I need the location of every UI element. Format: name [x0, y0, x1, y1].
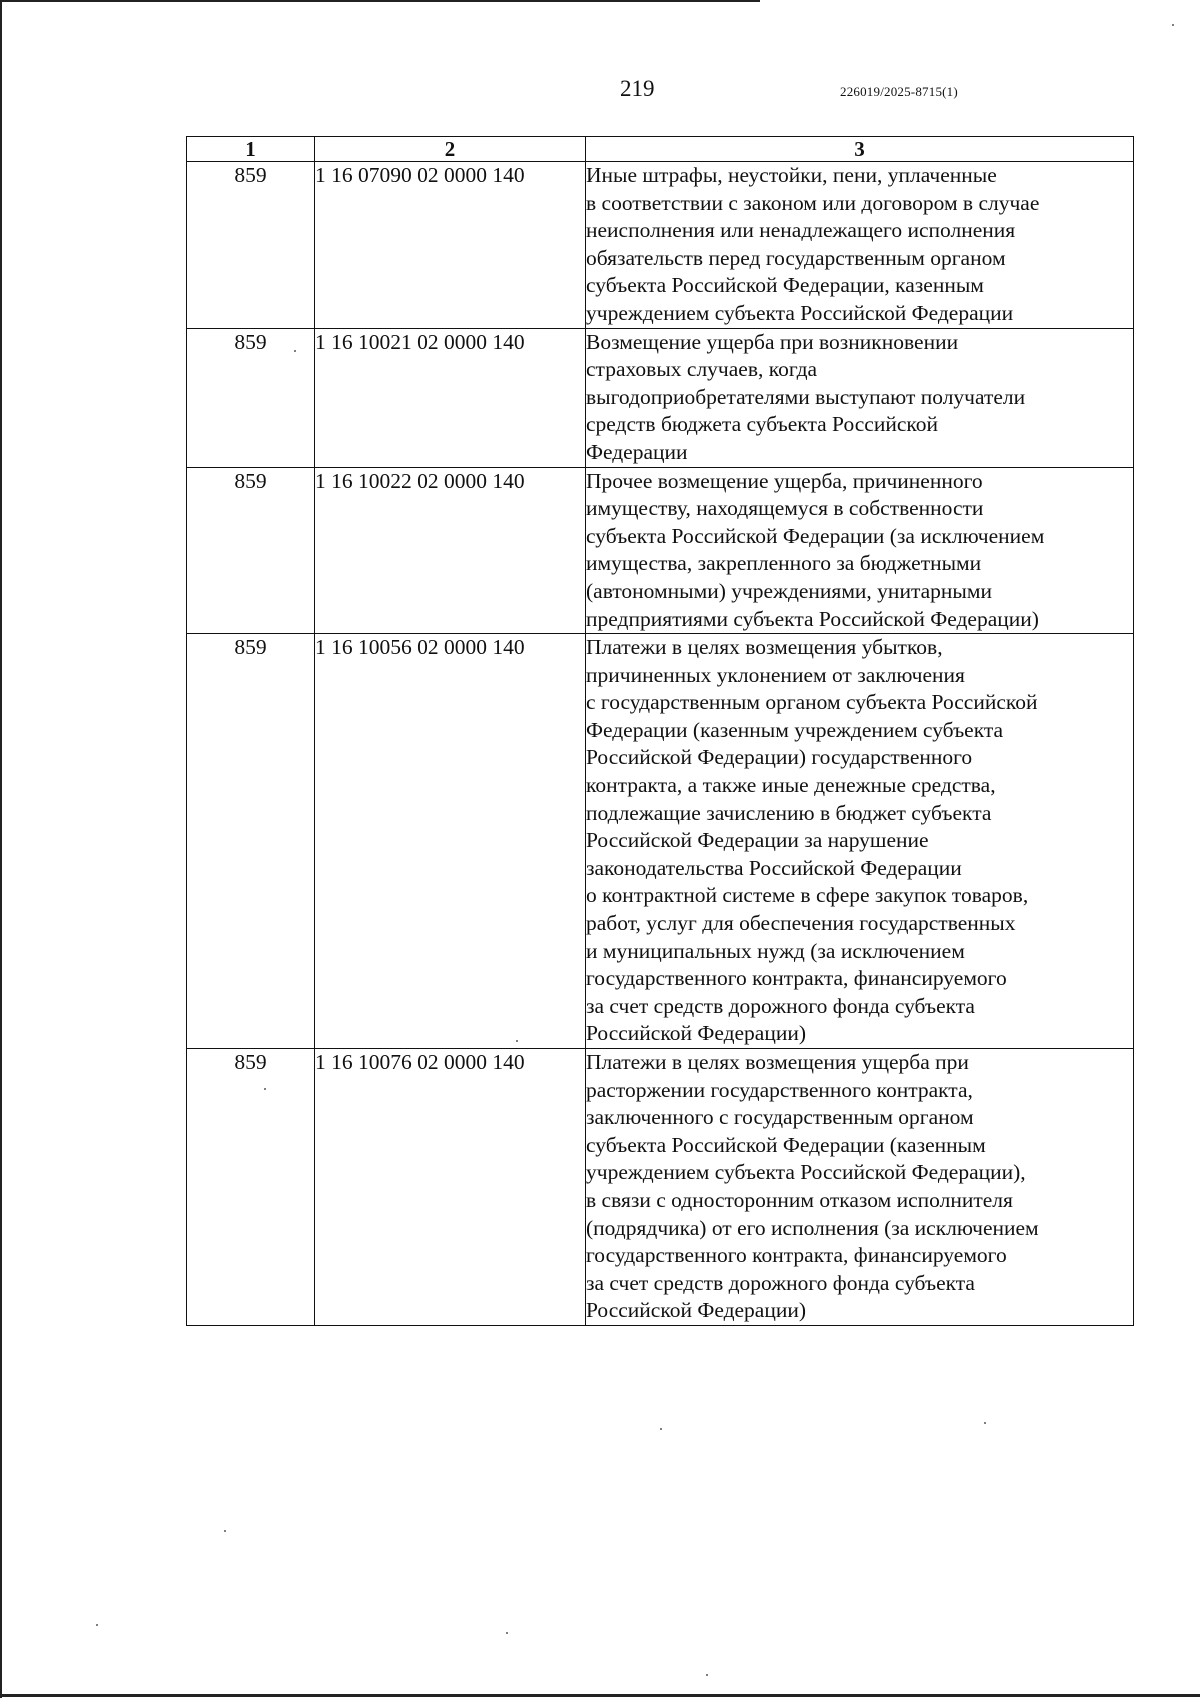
table-row [187, 162, 1134, 329]
description-line: законодательства Российской Федерации [586, 855, 962, 880]
description-line: (подрядчика) от его исполнения (за исключением [586, 1215, 1039, 1240]
description-line: Российской Федерации за нарушение [586, 828, 929, 853]
scan-speck [264, 1088, 266, 1090]
revenue-code-cell: 1 16 07090 02 0000 140 [315, 162, 586, 329]
header-row [187, 137, 1134, 162]
description-line: в связи с односторонним отказом исполнителя [586, 1187, 1013, 1212]
revenue-description-cell [586, 328, 1134, 467]
description-line: субъекта Российской Федерации (за исключением [586, 523, 1045, 548]
revenue-code-cell: 1 16 10056 02 0000 140 [315, 634, 586, 1049]
description-line: Федерации (казенным учреждением субъекта [586, 717, 1004, 742]
admin-code-cell: 859 [187, 328, 315, 467]
description-line: выгодоприобретателями выступают получатели [586, 384, 1026, 409]
description-line: (автономными) учреждениями, унитарными [586, 578, 992, 603]
scan-border-left [0, 0, 2, 1698]
scan-speck [1172, 24, 1174, 26]
description-line: Российской Федерации) [586, 1298, 807, 1323]
table-row [187, 328, 1134, 467]
scan-speck [516, 1040, 518, 1042]
description-line: Возмещение ущерба при возникновении [586, 329, 959, 354]
scan-speck [660, 1428, 662, 1430]
description-line: Российской Федерации) [586, 1021, 807, 1046]
description-line: подлежащие зачислению в бюджет субъекта [586, 800, 992, 825]
description-line: Иные штрафы, неустойки, пени, уплаченные [586, 163, 997, 187]
revenue-description-cell [586, 162, 1134, 329]
description-line: Платежи в целях возмещения убытков, [586, 635, 943, 660]
description-line: работ, услуг для обеспечения государственных [586, 911, 1016, 936]
revenue-description-cell [586, 634, 1134, 1049]
description-line: субъекта Российской Федерации, казенным [586, 273, 984, 298]
description-line: и муниципальных нужд (за исключением [586, 938, 965, 963]
table-body [187, 162, 1134, 1326]
scan-speck [224, 1530, 226, 1532]
column-header-1: 1 [187, 137, 315, 162]
description-line: имуществу, находящемуся в собственности [586, 496, 984, 521]
table-row [187, 634, 1134, 1049]
description-line: с государственным органом субъекта Российской [586, 690, 1038, 715]
page-number: 219 [620, 76, 655, 101]
description-line: субъекта Российской Федерации (казенным [586, 1132, 986, 1157]
description-line: государственного контракта, финансируемого [586, 1243, 1007, 1268]
admin-code-cell: 859 [187, 162, 315, 329]
scan-border-bottom [0, 1694, 1200, 1697]
description-line: о контрактной системе в сфере закупок товаров, [586, 883, 1029, 908]
description-line: учреждением субъекта Российской Федерации [586, 300, 1014, 325]
scan-speck [294, 350, 296, 352]
description-line: Платежи в целях возмещения ущерба при [586, 1050, 969, 1074]
description-line: расторжении государственного контракта, [586, 1077, 973, 1102]
description-line: за счет средств дорожного фонда субъекта [586, 993, 975, 1018]
scan-speck [96, 1624, 98, 1626]
scan-border-top [0, 0, 760, 2]
description-line: в соответствии с законом или договором в случае [586, 190, 1040, 215]
revenue-code-cell: 1 16 10076 02 0000 140 [315, 1049, 586, 1326]
description-line: Прочее возмещение ущерба, причиненного [586, 468, 983, 493]
description-line: страховых случаев, когда [586, 357, 818, 382]
scan-speck [984, 1422, 986, 1424]
revenue-description-cell [586, 467, 1134, 634]
admin-code-cell: 859 [187, 467, 315, 634]
description-line: имущества, закрепленного за бюджетными [586, 551, 982, 576]
table-header [187, 137, 1134, 162]
description-line: средств бюджета субъекта Российской [586, 412, 938, 437]
admin-code-cell: 859 [187, 634, 315, 1049]
budget-codes-table [186, 136, 1134, 1326]
description-line: Российской Федерации) государственного [586, 745, 973, 770]
revenue-description-cell [586, 1049, 1134, 1326]
column-header-2: 2 [315, 137, 586, 162]
table-row [187, 1049, 1134, 1326]
description-line: контракта, а также иные денежные средства, [586, 773, 996, 798]
admin-code-cell: 859 [187, 1049, 315, 1326]
description-line: государственного контракта, финансируемого [586, 966, 1007, 991]
scan-speck [706, 1674, 708, 1676]
description-line: неисполнения или ненадлежащего исполнения [586, 218, 1016, 243]
description-line: учреждением субъекта Российской Федерации), [586, 1160, 1026, 1185]
description-line: Федерации [586, 439, 688, 464]
column-header-3: 3 [586, 137, 1134, 162]
table-row [187, 467, 1134, 634]
revenue-code-cell: 1 16 10022 02 0000 140 [315, 467, 586, 634]
scan-speck [506, 1632, 508, 1634]
description-line: за счет средств дорожного фонда субъекта [586, 1270, 975, 1295]
description-line: обязательств перед государственным органом [586, 245, 1006, 270]
revenue-code-cell: 1 16 10021 02 0000 140 [315, 328, 586, 467]
document-id: 226019/2025-8715(1) [840, 84, 958, 99]
description-line: причиненных уклонением от заключения [586, 662, 965, 687]
description-line: заключенного с государственным органом [586, 1105, 974, 1130]
description-line: предприятиями субъекта Российской Федерации) [586, 606, 1039, 631]
